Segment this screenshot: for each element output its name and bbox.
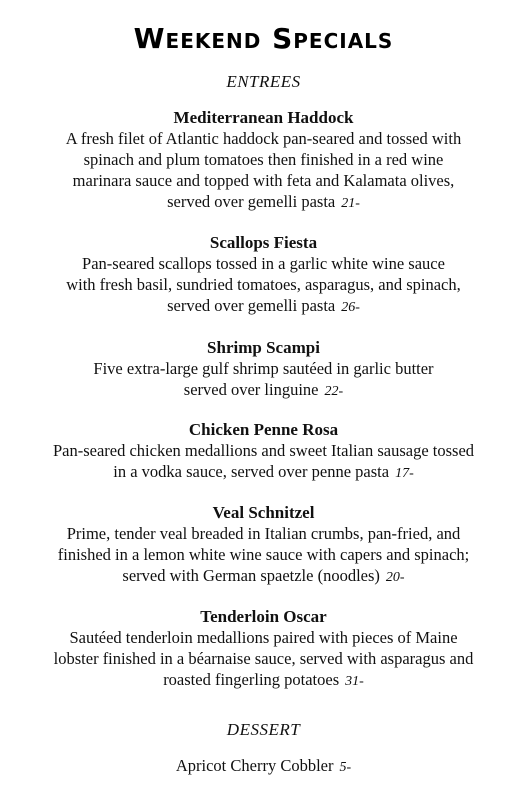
- description-line: Pan-seared chicken medallions and sweet Italian sausage tossed: [52, 441, 475, 460]
- menu-item-price: 22-: [324, 384, 344, 399]
- menu-item-description: [0, 358, 527, 402]
- menu-item-name: Tenderloin Oscar: [200, 607, 327, 626]
- menu-item-description: [0, 253, 527, 318]
- description-line: served over gemelli pasta: [167, 296, 336, 315]
- menu-item-scallops-fiesta: [0, 232, 527, 318]
- menu-item-chicken-penne-rosa: [0, 419, 527, 484]
- description-line: Prime, tender veal breaded in Italian crumbs, pan-fried, and: [66, 524, 461, 543]
- menu-item-description: [0, 128, 527, 214]
- menu-item-name: Shrimp Scampi: [207, 338, 320, 357]
- description-line: in a vodka sauce, served over penne pasta: [113, 462, 390, 481]
- description-line: Five extra-large gulf shrimp sautéed in garlic butter: [93, 359, 434, 378]
- menu-item-price: 31-: [345, 674, 364, 689]
- section-label-dessert: DESSERT: [226, 720, 301, 739]
- section-label-entrees: ENTREES: [226, 72, 301, 91]
- description-line: A fresh filet of Atlantic haddock pan-seared and tossed with: [65, 129, 462, 148]
- description-line: Sautéed tenderloin medallions paired with pieces of Maine: [69, 628, 458, 647]
- menu-item-tenderloin-oscar: [0, 606, 527, 692]
- menu-item-price: 5-: [339, 760, 352, 775]
- menu-item-name: Veal Schnitzel: [212, 503, 315, 522]
- menu-item-price: 17-: [395, 466, 414, 481]
- menu-item-price: 26-: [341, 300, 360, 315]
- description-line: Pan-seared scallops tossed in a garlic white wine sauce: [82, 254, 445, 273]
- page-title: Weekend Specials: [133, 22, 394, 55]
- menu-item-price: 21-: [341, 196, 360, 211]
- description-line: served with German spaetzle (noodles): [122, 566, 380, 585]
- description-line: finished in a lemon white wine sauce with capers and spinach;: [57, 545, 470, 564]
- menu-item-description: [0, 627, 527, 692]
- description-line: spinach and plum tomatoes then finished in a red wine: [83, 150, 444, 169]
- menu-item-name: Scallops Fiesta: [209, 233, 318, 252]
- menu-item-name: Mediterranean Haddock: [173, 108, 354, 127]
- description-line: marinara sauce and topped with feta and Kalamata olives,: [72, 171, 455, 190]
- menu-item-description: [0, 523, 527, 588]
- menu-item-price: 20-: [385, 570, 405, 585]
- menu-item-veal-schnitzel: [0, 502, 527, 588]
- menu-item-name: Chicken Penne Rosa: [188, 420, 339, 439]
- menu-item-mediterranean-haddock: [0, 107, 527, 214]
- menu-item-dessert: [0, 756, 527, 776]
- menu-item-name: Apricot Cherry Cobbler: [175, 756, 334, 775]
- description-line: roasted fingerling potatoes: [163, 670, 340, 689]
- description-line: served over gemelli pasta: [167, 192, 336, 211]
- description-line: lobster finished in a béarnaise sauce, served with asparagus and: [53, 649, 474, 668]
- description-line: served over linguine: [183, 380, 319, 399]
- menu-item-shrimp-scampi: [0, 337, 527, 402]
- description-line: with fresh basil, sundried tomatoes, asparagus, and spinach,: [66, 275, 461, 294]
- menu-item-description: [0, 440, 527, 484]
